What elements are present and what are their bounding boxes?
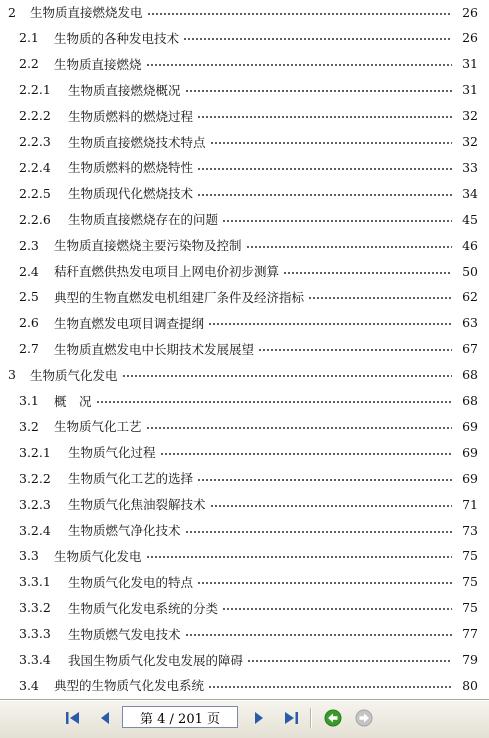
toc-entry[interactable] xyxy=(0,310,478,336)
toc-entry[interactable] xyxy=(0,439,478,465)
toc-entry[interactable] xyxy=(0,672,478,698)
toc-entry-page: 79 xyxy=(462,652,478,667)
toc-entry[interactable] xyxy=(0,284,478,310)
toc-entry-page: 75 xyxy=(462,548,478,564)
toc-entry-number: 3 xyxy=(8,367,16,383)
toc-dot-leader xyxy=(197,582,452,584)
toc-entry-page: 32 xyxy=(462,108,478,124)
toc-entry-page: 80 xyxy=(462,677,478,693)
toc-entry-page: 31 xyxy=(462,56,478,72)
toc-entry-number: 3.3.4 xyxy=(19,652,51,667)
toc-entry-title: 生物质的各种发电技术 xyxy=(54,30,180,46)
toc-entry-number: 2 xyxy=(8,4,16,20)
toc-entry-title: 生物质气化工艺的选择 xyxy=(68,471,194,487)
toc-entry-number: 3.4 xyxy=(19,677,39,693)
toc-entry-page: 26 xyxy=(462,4,478,20)
forward-button[interactable] xyxy=(353,707,375,729)
toc-entry-number: 2.2.2 xyxy=(19,108,51,124)
previous-page-button[interactable] xyxy=(94,707,116,729)
toc-entry-page: 62 xyxy=(462,289,478,305)
toc-entry-number: 2.5 xyxy=(19,289,39,305)
toc-dot-leader xyxy=(197,168,452,170)
toc-dot-leader xyxy=(283,272,452,274)
toc-entry-number: 2.2.5 xyxy=(19,185,51,201)
toc-entry-page: 69 xyxy=(462,418,478,434)
toc-entry[interactable] xyxy=(0,180,478,206)
toc-entry-title: 生物质燃料的燃烧特性 xyxy=(68,160,194,176)
toc-entry-title: 典型的生物直燃发电机组建厂条件及经济指标 xyxy=(54,289,305,305)
toc-entry-page: 69 xyxy=(462,470,478,486)
toc-entry[interactable] xyxy=(0,517,478,543)
toc-dot-leader xyxy=(185,531,452,533)
toc-entry[interactable] xyxy=(0,77,478,103)
toc-entry-title: 秸秆直燃供热发电项目上网电价初步测算 xyxy=(54,264,280,279)
toc-entry[interactable] xyxy=(0,595,478,621)
toc-entry-number: 2.6 xyxy=(19,315,39,331)
toc-dot-leader xyxy=(197,479,452,481)
toc-entry-number: 3.2.2 xyxy=(19,470,51,486)
toc-dot-leader xyxy=(185,90,452,92)
toc-entry-number: 3.2.4 xyxy=(19,522,51,538)
toc-entry-title: 生物直燃发电项目调查提纲 xyxy=(54,315,205,331)
toc-entry-number: 3.1 xyxy=(19,393,39,408)
back-button[interactable] xyxy=(322,707,344,729)
toolbar-separator xyxy=(310,708,312,728)
first-page-button[interactable] xyxy=(62,707,84,729)
toc-entry-page: 50 xyxy=(462,263,478,279)
toc-dot-leader xyxy=(96,401,452,403)
toc-entry-title: 生物质现代化燃烧技术 xyxy=(68,186,194,202)
toc-entry-page: 77 xyxy=(462,626,478,642)
toc-entry[interactable] xyxy=(0,0,478,25)
toc-entry-title: 我国生物质气化发电发展的障碍 xyxy=(68,652,244,668)
toc-entry-title: 生物质气化发电 xyxy=(54,548,142,564)
last-page-icon xyxy=(282,710,300,726)
toc-entry-page: 71 xyxy=(462,496,478,512)
toc-dot-leader xyxy=(160,453,452,455)
toc-entry-number: 3.2.1 xyxy=(19,444,51,460)
toc-dot-leader xyxy=(222,220,452,222)
forward-arrow-icon xyxy=(355,709,373,727)
toc-dot-leader xyxy=(210,505,452,507)
toc-entry-page: 68 xyxy=(462,367,478,383)
page-indicator-text: 第 4 / 201 页 xyxy=(140,711,220,727)
toc-entry-number: 3.3.1 xyxy=(19,574,51,590)
toc-entry[interactable] xyxy=(0,465,478,491)
toc-dot-leader xyxy=(258,349,452,351)
toc-entry[interactable] xyxy=(0,569,478,595)
toc-entry[interactable] xyxy=(0,51,478,77)
toc-entry-number: 3.2.3 xyxy=(19,496,51,512)
toc-entry-number: 2.2.3 xyxy=(19,134,51,149)
previous-page-icon xyxy=(98,710,112,726)
back-arrow-icon xyxy=(324,709,342,727)
toc-entry-title: 生物质气化发电的特点 xyxy=(68,574,194,590)
toc-dot-leader xyxy=(147,13,452,15)
toc-entry-number: 3.3.2 xyxy=(19,600,51,616)
toc-entry-number: 2.7 xyxy=(19,341,39,357)
toc-dot-leader xyxy=(122,375,452,377)
toc-entry[interactable] xyxy=(0,154,478,180)
toc-entry[interactable] xyxy=(0,129,478,155)
toc-entry-page: 31 xyxy=(462,82,478,98)
toc-entry-number: 2.2.4 xyxy=(19,159,51,175)
toc-entry-title: 生物质燃气净化技术 xyxy=(68,523,181,538)
toc-dot-leader xyxy=(185,634,452,636)
toc-entry-number: 2.3 xyxy=(19,237,39,253)
toc-entry[interactable] xyxy=(0,25,478,51)
toc-entry[interactable] xyxy=(0,258,478,284)
toc-entry-page: 75 xyxy=(462,600,478,616)
toc-entry-title: 生物质气化工艺 xyxy=(54,419,142,435)
toc-entry[interactable] xyxy=(0,103,478,129)
toc-dot-leader xyxy=(197,116,452,118)
toc-entry-title: 生物质气化焦油裂解技术 xyxy=(68,497,206,513)
toc-entry-number: 3.3.3 xyxy=(19,626,51,642)
toc-entry-title: 生物质直接燃烧发电 xyxy=(30,5,143,20)
toc-entry-title: 生物质燃气发电技术 xyxy=(68,626,181,642)
toc-entry-title: 典型的生物质气化发电系统 xyxy=(54,678,205,694)
toc-entry-page: 63 xyxy=(462,315,478,331)
toc-dot-leader xyxy=(146,64,452,66)
toc-entry[interactable] xyxy=(0,621,478,647)
toc-entry[interactable] xyxy=(0,206,478,232)
toc-entry-page: 34 xyxy=(462,185,478,201)
toc-entry-title: 生物质直燃发电中长期技术发展展望 xyxy=(54,341,255,357)
toc-entry[interactable] xyxy=(0,543,478,569)
toc-entry-number: 2.1 xyxy=(19,30,39,46)
toc-dot-leader xyxy=(146,427,452,429)
toc-entry-title: 生物质燃料的燃烧过程 xyxy=(68,108,194,124)
toc-entry-page: 46 xyxy=(462,237,478,253)
page-indicator-field[interactable] xyxy=(122,706,238,728)
toc-entry-number: 2.2.1 xyxy=(19,82,51,98)
toc-entry-title: 概 况 xyxy=(54,393,92,409)
toc-entry-page: 75 xyxy=(462,574,478,590)
toc-entry-title: 生物质气化发电系统的分类 xyxy=(68,600,219,616)
toc-entry[interactable] xyxy=(0,336,478,362)
toc-dot-leader xyxy=(208,323,452,325)
toc-entry[interactable] xyxy=(0,491,478,517)
toc-entry-page: 33 xyxy=(462,159,478,175)
toc-entry-page: 32 xyxy=(462,134,478,149)
toc-dot-leader xyxy=(197,194,452,196)
toc-entry[interactable] xyxy=(0,413,478,439)
toc-dot-leader xyxy=(210,142,452,144)
toc-entry[interactable] xyxy=(0,388,478,414)
toc-dot-leader xyxy=(222,608,452,610)
page-navigation-bar xyxy=(0,700,489,738)
last-page-button[interactable] xyxy=(280,707,302,729)
toc-dot-leader xyxy=(146,556,452,558)
toc-entry[interactable] xyxy=(0,232,478,258)
toc-entry-number: 2.2.6 xyxy=(19,211,51,227)
toc-entry-number: 3.2 xyxy=(19,418,39,434)
toc-dot-leader xyxy=(183,38,452,40)
toc-entry[interactable] xyxy=(0,647,478,673)
toc-dot-leader xyxy=(247,660,452,662)
next-page-icon xyxy=(252,710,266,726)
toc-entry-title: 生物质直接燃烧存在的问题 xyxy=(68,212,219,228)
toc-entry-title: 生物质气化过程 xyxy=(68,445,156,461)
toc-entry[interactable] xyxy=(0,362,478,388)
first-page-icon xyxy=(64,710,82,726)
toc-dot-leader xyxy=(308,297,452,299)
toc-entry-number: 2.4 xyxy=(19,263,39,279)
toc-entry-page: 69 xyxy=(462,444,478,460)
toc-entry-page: 67 xyxy=(462,341,478,357)
toc-entry-page: 45 xyxy=(462,211,478,227)
toc-entry-title: 生物质直接燃烧主要污染物及控制 xyxy=(54,238,242,254)
toc-entry-number: 2.2 xyxy=(19,56,39,72)
toc-entry-title: 生物质直接燃烧技术特点 xyxy=(68,134,206,150)
toc-entry-title: 生物质气化发电 xyxy=(30,367,118,383)
toc-entry-title: 生物质直接燃烧概况 xyxy=(68,82,181,98)
toc-entry-page: 68 xyxy=(462,393,478,408)
toc-entry-page: 26 xyxy=(462,30,478,46)
toc-dot-leader xyxy=(208,686,452,688)
toc-entry-page: 73 xyxy=(462,522,478,538)
toc-entry-number: 3.3 xyxy=(19,548,39,564)
next-page-button[interactable] xyxy=(248,707,270,729)
toc-dot-leader xyxy=(246,246,452,248)
toc-entry-title: 生物质直接燃烧 xyxy=(54,56,142,72)
